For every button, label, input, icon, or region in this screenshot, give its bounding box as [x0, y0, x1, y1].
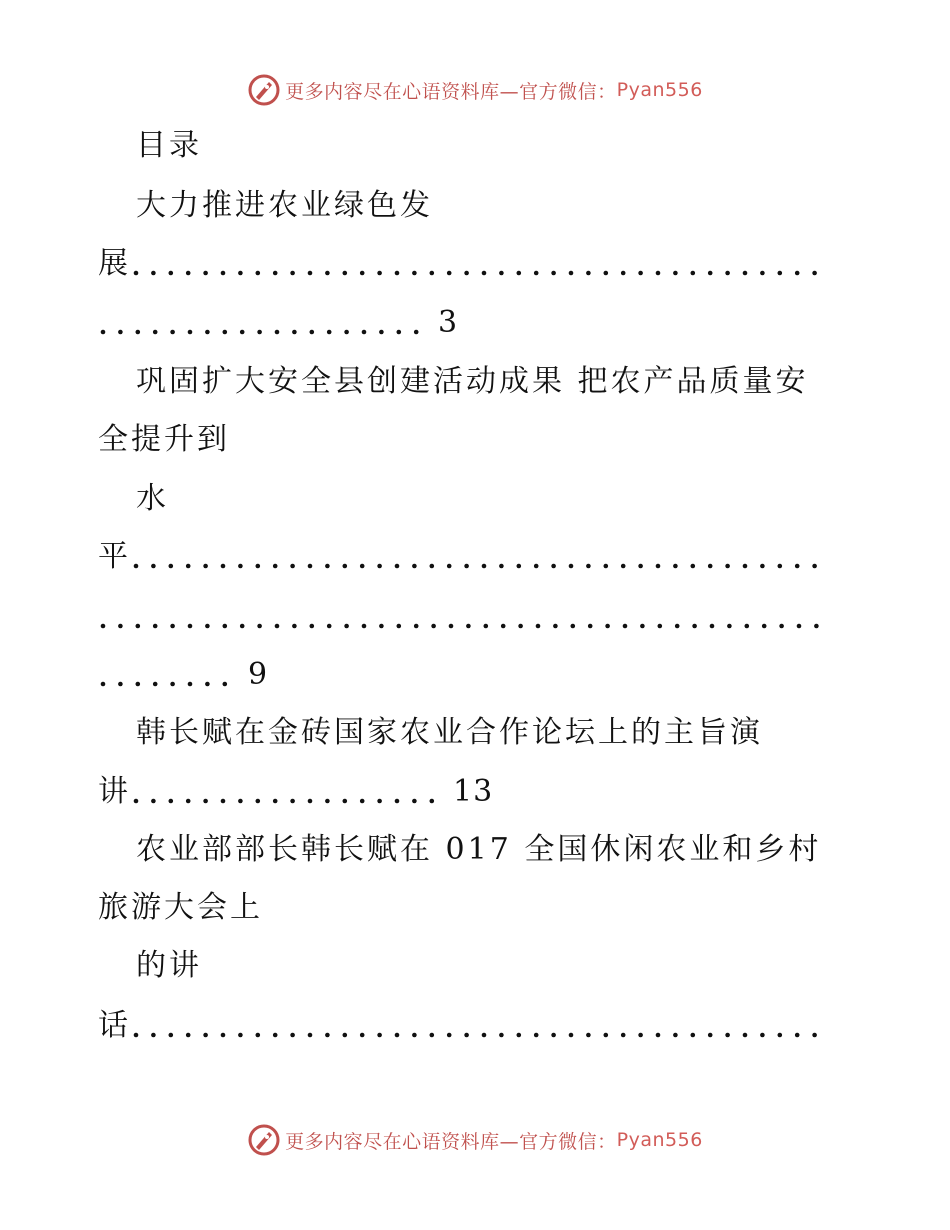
- toc-entry-2-leader-row: [98, 537, 840, 577]
- watermark-banner-bottom: [0, 1120, 950, 1160]
- dot-leader: [131, 537, 837, 577]
- toc-entry-3-title: 韩长赋在金砖国家农业合作论坛上的主旨演: [136, 715, 763, 750]
- toc-entry-1-lead: 展: [98, 246, 131, 281]
- toc-heading: 目录: [136, 128, 202, 163]
- toc-entry-1-page: 3: [438, 305, 459, 340]
- toc-entry-3-page: 13: [453, 774, 494, 809]
- watermark-wechat-id: Pyan556: [616, 79, 703, 101]
- watermark-wechat-id: Pyan556: [616, 1129, 703, 1151]
- watermark-banner-top: [0, 70, 950, 110]
- dot-leader: [98, 303, 438, 343]
- dot-leader: [98, 597, 840, 637]
- toc-entry-4-title-line-1: 农业部部长韩长赋在 017 全国休闲农业和乡村: [136, 832, 822, 867]
- toc-entry-2-title-line-2: 全提升到: [98, 422, 230, 457]
- toc-entry-4-leader-row: [98, 1006, 840, 1046]
- pen-nib-icon: [247, 73, 281, 107]
- toc-entry-2-title-line-3: 水: [136, 481, 169, 516]
- toc-entry-2-lead: 平: [98, 539, 131, 574]
- toc-entry-4-title-line-2: 旅游大会上: [98, 890, 263, 925]
- toc-entry-2-page: 9: [248, 657, 269, 692]
- toc-entry-1-leader-row: [98, 244, 840, 284]
- dot-leader: [131, 244, 837, 284]
- toc-entry-2-title-line-1: 巩固扩大安全县创建活动成果 把农产品质量安: [136, 364, 809, 399]
- toc-entry-1-title: 大力推进农业绿色发: [136, 188, 433, 223]
- toc-entry-4-title-line-3: 的讲: [136, 948, 202, 983]
- pen-nib-icon: [247, 1123, 281, 1157]
- dot-leader: [131, 772, 453, 812]
- watermark-text: 更多内容尽在心语资料库—官方微信：: [285, 1130, 617, 1153]
- watermark-text: 更多内容尽在心语资料库—官方微信：: [285, 80, 617, 103]
- toc-entry-3-leader-row: [98, 772, 840, 812]
- toc-entry-2-leader-end: [98, 655, 840, 695]
- toc-entry-3-lead: 讲: [98, 774, 131, 809]
- toc-entry-4-lead: 话: [98, 1008, 131, 1043]
- toc-entry-2-leader-row-2: [98, 597, 840, 637]
- dot-leader: [98, 655, 248, 695]
- dot-leader: [131, 1006, 837, 1046]
- toc-entry-1-leader-end: [98, 303, 840, 343]
